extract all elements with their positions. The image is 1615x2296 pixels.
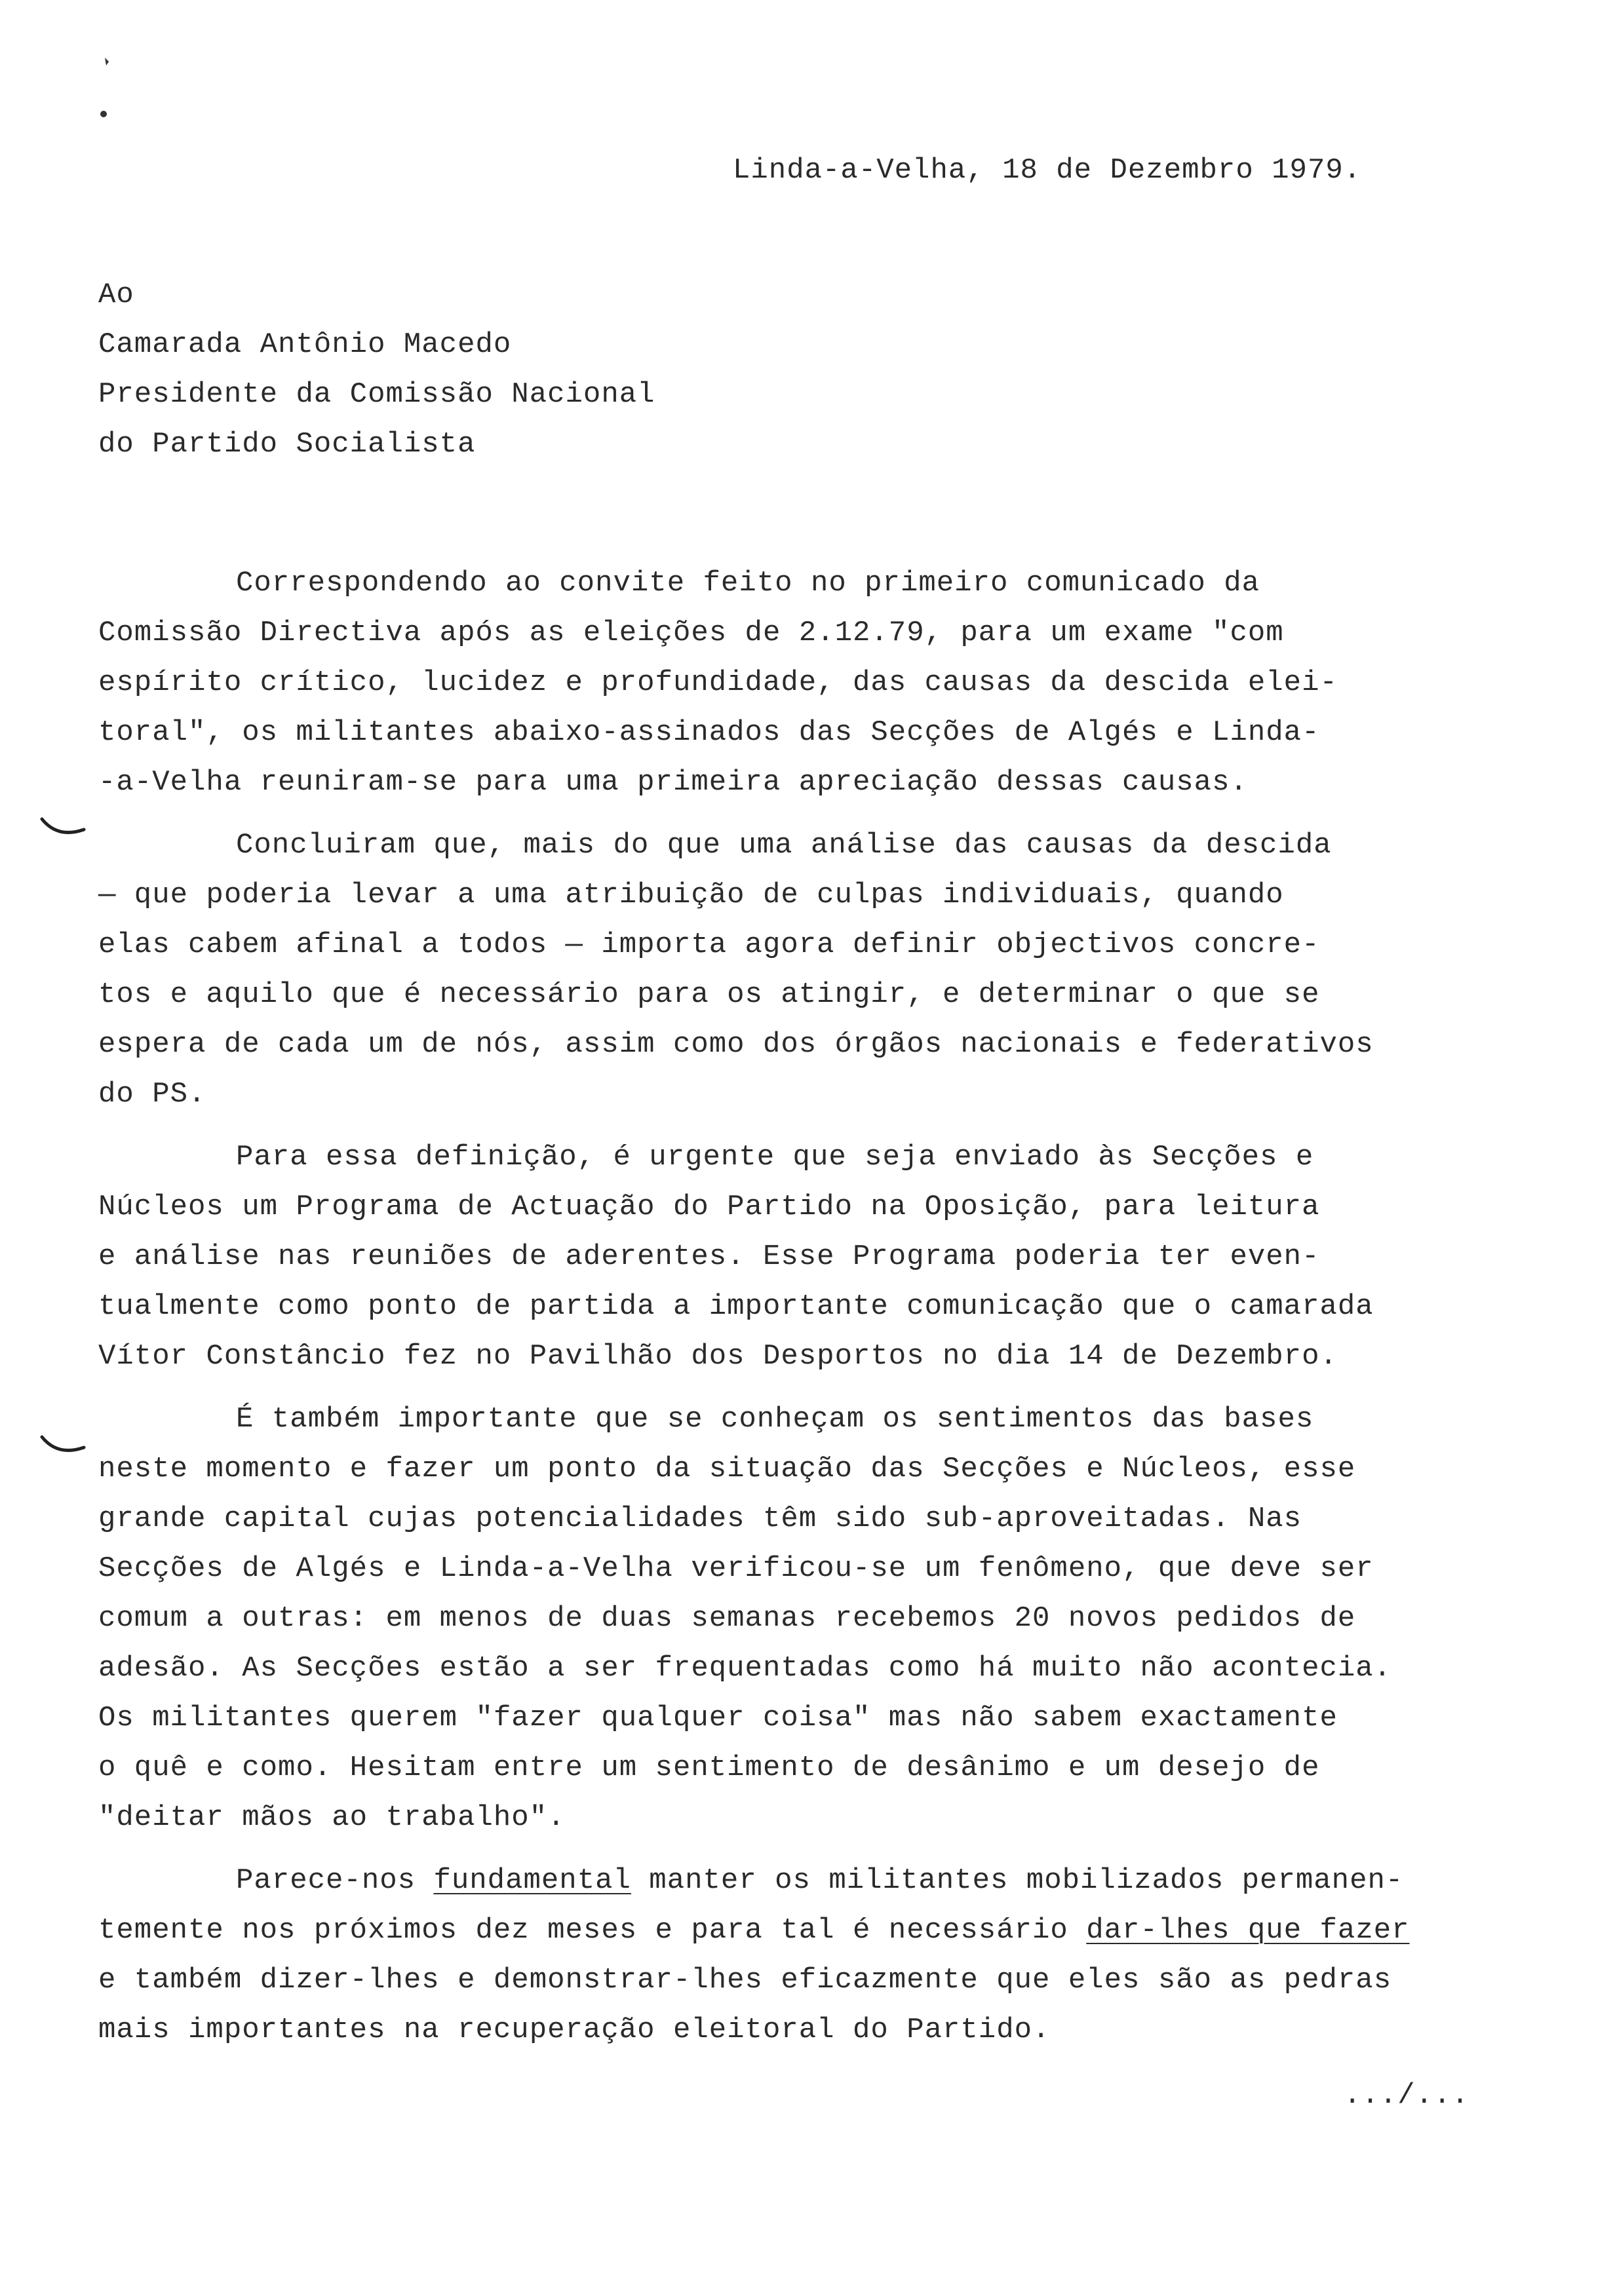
body-text: Parece-nos [236, 1864, 434, 1897]
body-line: Os militantes querem "fazer qualquer coisa" mas não sabem exactamente [98, 1702, 1338, 1734]
recipient-line: do Partido Socialista [98, 428, 476, 461]
body-line: adesão. As Secções estão a ser frequentadas como há muito não acontecia. [98, 1652, 1392, 1685]
body-line: mais importantes na recuperação eleitoral do Partido. [98, 2014, 1051, 2046]
body-line: É também importante que se conheçam os sentimentos das bases [236, 1403, 1314, 1436]
body-line: Para essa definição, é urgente que seja enviado às Secções e [236, 1141, 1314, 1174]
body-line: e análise nas reuniões de aderentes. Esse Programa poderia ter even- [98, 1240, 1320, 1273]
margin-tick-mark [38, 813, 97, 845]
body-line: espírito crítico, lucidez e profundidade, das causas da descida elei- [98, 666, 1338, 699]
body-line: Secções de Algés e Linda-a-Velha verificou-se um fenômeno, que deve ser [98, 1552, 1374, 1585]
body-line: o quê e como. Hesitam entre um sentimento de desânimo e um desejo de [98, 1751, 1320, 1784]
body-line: Núcleos um Programa de Actuação do Partido na Oposição, para leitura [98, 1191, 1320, 1223]
body-line: Correspondendo ao convite feito no primeiro comunicado da [236, 567, 1260, 600]
body-line: e também dizer-lhes e demonstrar-lhes eficazmente que eles são as pedras [98, 1964, 1392, 1997]
place-date: Linda-a-Velha, 18 de Dezembro 1979. [733, 154, 1362, 187]
body-line: tualmente como ponto de partida a importante comunicação que o camarada [98, 1290, 1374, 1323]
body-line: elas cabem afinal a todos — importa agora definir objectivos concre- [98, 928, 1320, 961]
body-line: grande capital cujas potencialidades têm sido sub-aproveitadas. Nas [98, 1502, 1302, 1535]
underlined-text: fundamental [433, 1864, 631, 1897]
body-line: — que poderia levar a uma atribuição de culpas individuais, quando [98, 879, 1284, 911]
body-line: -a-Velha reuniram-se para uma primeira apreciação dessas causas. [98, 766, 1248, 799]
body-line: do PS. [98, 1078, 206, 1111]
body-line: neste momento e fazer um ponto da situação das Secções e Núcleos, esse [98, 1453, 1356, 1485]
body-line: espera de cada um de nós, assim como dos órgãos nacionais e federativos [98, 1028, 1374, 1061]
body-line [236, 1856, 1403, 1905]
body-line: Comissão Directiva após as eleições de 2.12.79, para um exame "com [98, 617, 1284, 649]
body-text: temente nos próximos dez meses e para tal é necessário [98, 1914, 1087, 1947]
continuation-marker: .../... [1344, 2079, 1469, 2112]
body-line: Vítor Constâncio fez no Pavilhão dos Desportos no dia 14 de Dezembro. [98, 1340, 1338, 1373]
recipient-line: Presidente da Comissão Nacional [98, 378, 655, 411]
body-line: comum a outras: em menos de duas semanas recebemos 20 novos pedidos de [98, 1602, 1356, 1635]
underlined-text: dar-lhes que fazer [1086, 1914, 1410, 1947]
recipient-line: Camarada Antônio Macedo [98, 328, 512, 361]
body-line [98, 1905, 1410, 1955]
body-line: Concluiram que, mais do que uma análise das causas da descida [236, 829, 1332, 862]
recipient-line: Ao [98, 278, 134, 311]
body-text: manter os militantes mobilizados permanen- [631, 1864, 1404, 1897]
margin-tick-mark [38, 1432, 97, 1464]
scan-dot-mark [98, 52, 125, 124]
body-line: tos e aquilo que é necessário para os atingir, e determinar o que se [98, 978, 1320, 1011]
body-line: "deitar mãos ao trabalho". [98, 1801, 566, 1834]
body-line: toral", os militantes abaixo-assinados das Secções de Algés e Linda- [98, 716, 1320, 749]
